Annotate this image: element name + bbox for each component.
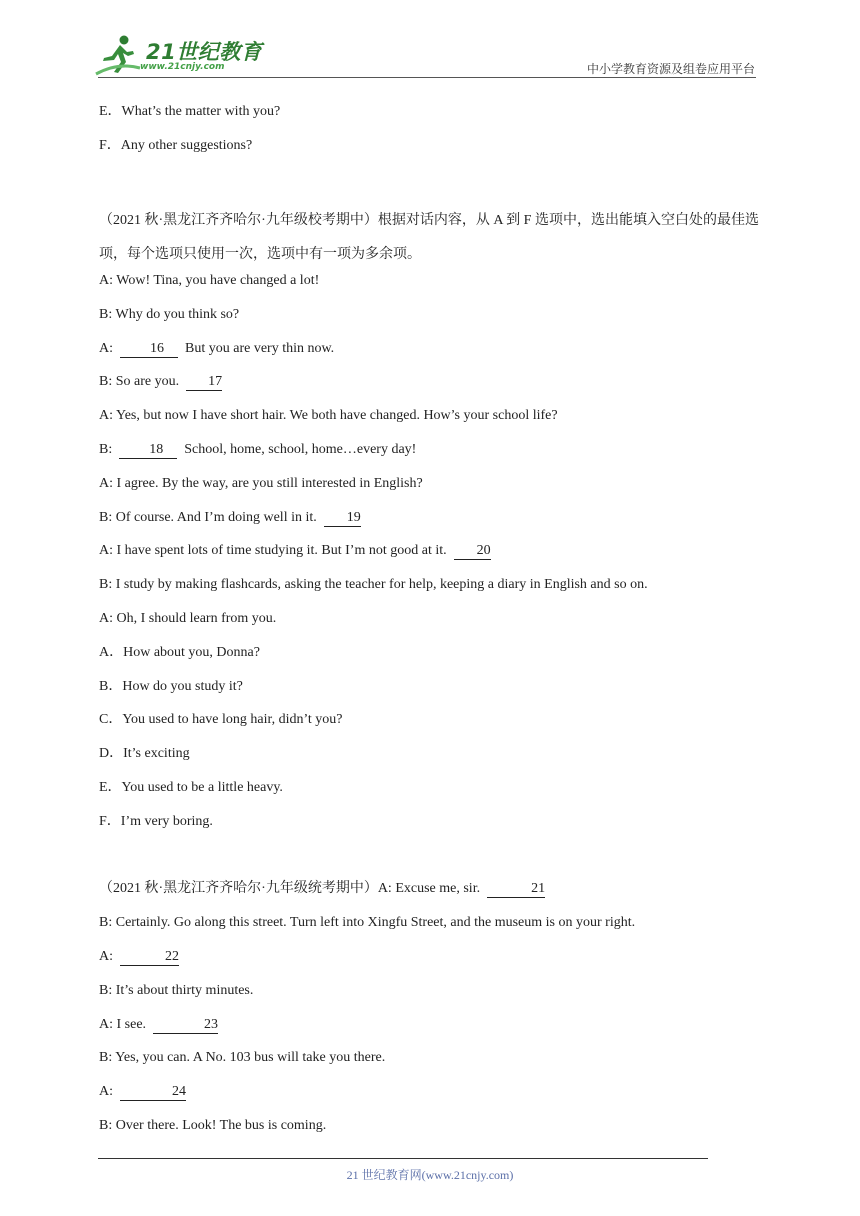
dialogue-line: B: 18 School, home, school, home…every day! xyxy=(99,441,417,457)
blank-18: 18 xyxy=(119,442,177,459)
option-b: B．How do you study it? xyxy=(99,678,243,694)
footer-divider xyxy=(98,1158,708,1159)
blank-16: 16 xyxy=(120,341,178,358)
document-body xyxy=(99,103,759,1151)
dialogue-line: A: Oh, I should learn from you. xyxy=(99,610,277,626)
dialogue-line: A: Yes, but now I have short hair. We both have changed. How’s your school life? xyxy=(99,408,558,424)
blank-24: 24 xyxy=(120,1084,186,1101)
page-footer: 21 世纪教育网(www.21cnjy.com) xyxy=(346,1168,514,1182)
dialogue-line: B: I study by making flashcards, asking the teacher for help, keeping a diary in English and so on. xyxy=(99,577,648,593)
question-intro: （2021 秋·黑龙江齐齐哈尔·九年级校考期中）根据对话内容，从 A 到 F 选项中，选出能填入空白处的最佳选项，每个选项只使用一次，选项中有一项为多余项。 xyxy=(99,213,759,263)
blank-21: 21 xyxy=(487,881,545,898)
runner-icon xyxy=(94,34,142,76)
site-logo xyxy=(94,34,264,78)
option-d: D．It’s exciting xyxy=(99,746,190,762)
dialogue-line: A: 22 xyxy=(99,948,179,964)
option-a: A．How about you, Donna? xyxy=(99,644,260,660)
dialogue-line: B: Why do you think so? xyxy=(99,306,240,322)
blank-17: 17 xyxy=(186,374,222,391)
dialogue-line: A: I agree. By the way, are you still interested in English? xyxy=(99,475,423,491)
option-f: F．Any other suggestions? xyxy=(99,137,253,153)
option-c: C．You used to have long hair, didn’t you? xyxy=(99,712,343,728)
logo-text: 21世纪教育 xyxy=(146,40,263,64)
dialogue-line: B: Over there. Look! The bus is coming. xyxy=(99,1117,327,1133)
blank-22: 22 xyxy=(120,949,179,966)
dialogue-line: A: I see. 23 xyxy=(99,1016,219,1032)
header-divider xyxy=(98,77,756,78)
dialogue-line: B: Of course. And I’m doing well in it. 19 xyxy=(99,509,361,525)
dialogue-line: A: 16 But you are very thin now. xyxy=(99,340,335,356)
option-e: E．You used to be a little heavy. xyxy=(99,779,283,795)
dialogue-line: B: So are you. 17 xyxy=(99,374,223,390)
dialogue-line: B: It’s about thirty minutes. xyxy=(99,982,254,998)
question-intro: （2021 秋·黑龙江齐齐哈尔·九年级统考期中）A: Excuse me, sir. 21 xyxy=(99,881,546,897)
page-header xyxy=(0,0,860,80)
logo-url: www.21cnjy.com xyxy=(140,62,225,72)
option-f: F．I’m very boring. xyxy=(99,813,213,829)
blank-19: 19 xyxy=(324,510,361,527)
dialogue-line: A: Wow! Tina, you have changed a lot! xyxy=(99,272,320,288)
option-e: E．What’s the matter with you? xyxy=(99,104,281,119)
blank-23: 23 xyxy=(153,1017,218,1034)
dialogue-line: A: 24 xyxy=(99,1084,186,1100)
dialogue-line: A: I have spent lots of time studying it. But I’m not good at it. 20 xyxy=(99,543,491,559)
platform-title: 中小学教育资源及组卷应用平台 xyxy=(586,62,755,76)
dialogue-line: B: Certainly. Go along this street. Turn left into Xingfu Street, and the museum is on your right. xyxy=(99,915,636,931)
blank-20: 20 xyxy=(454,543,491,560)
dialogue-line: B: Yes, you can. A No. 103 bus will take you there. xyxy=(99,1050,386,1066)
